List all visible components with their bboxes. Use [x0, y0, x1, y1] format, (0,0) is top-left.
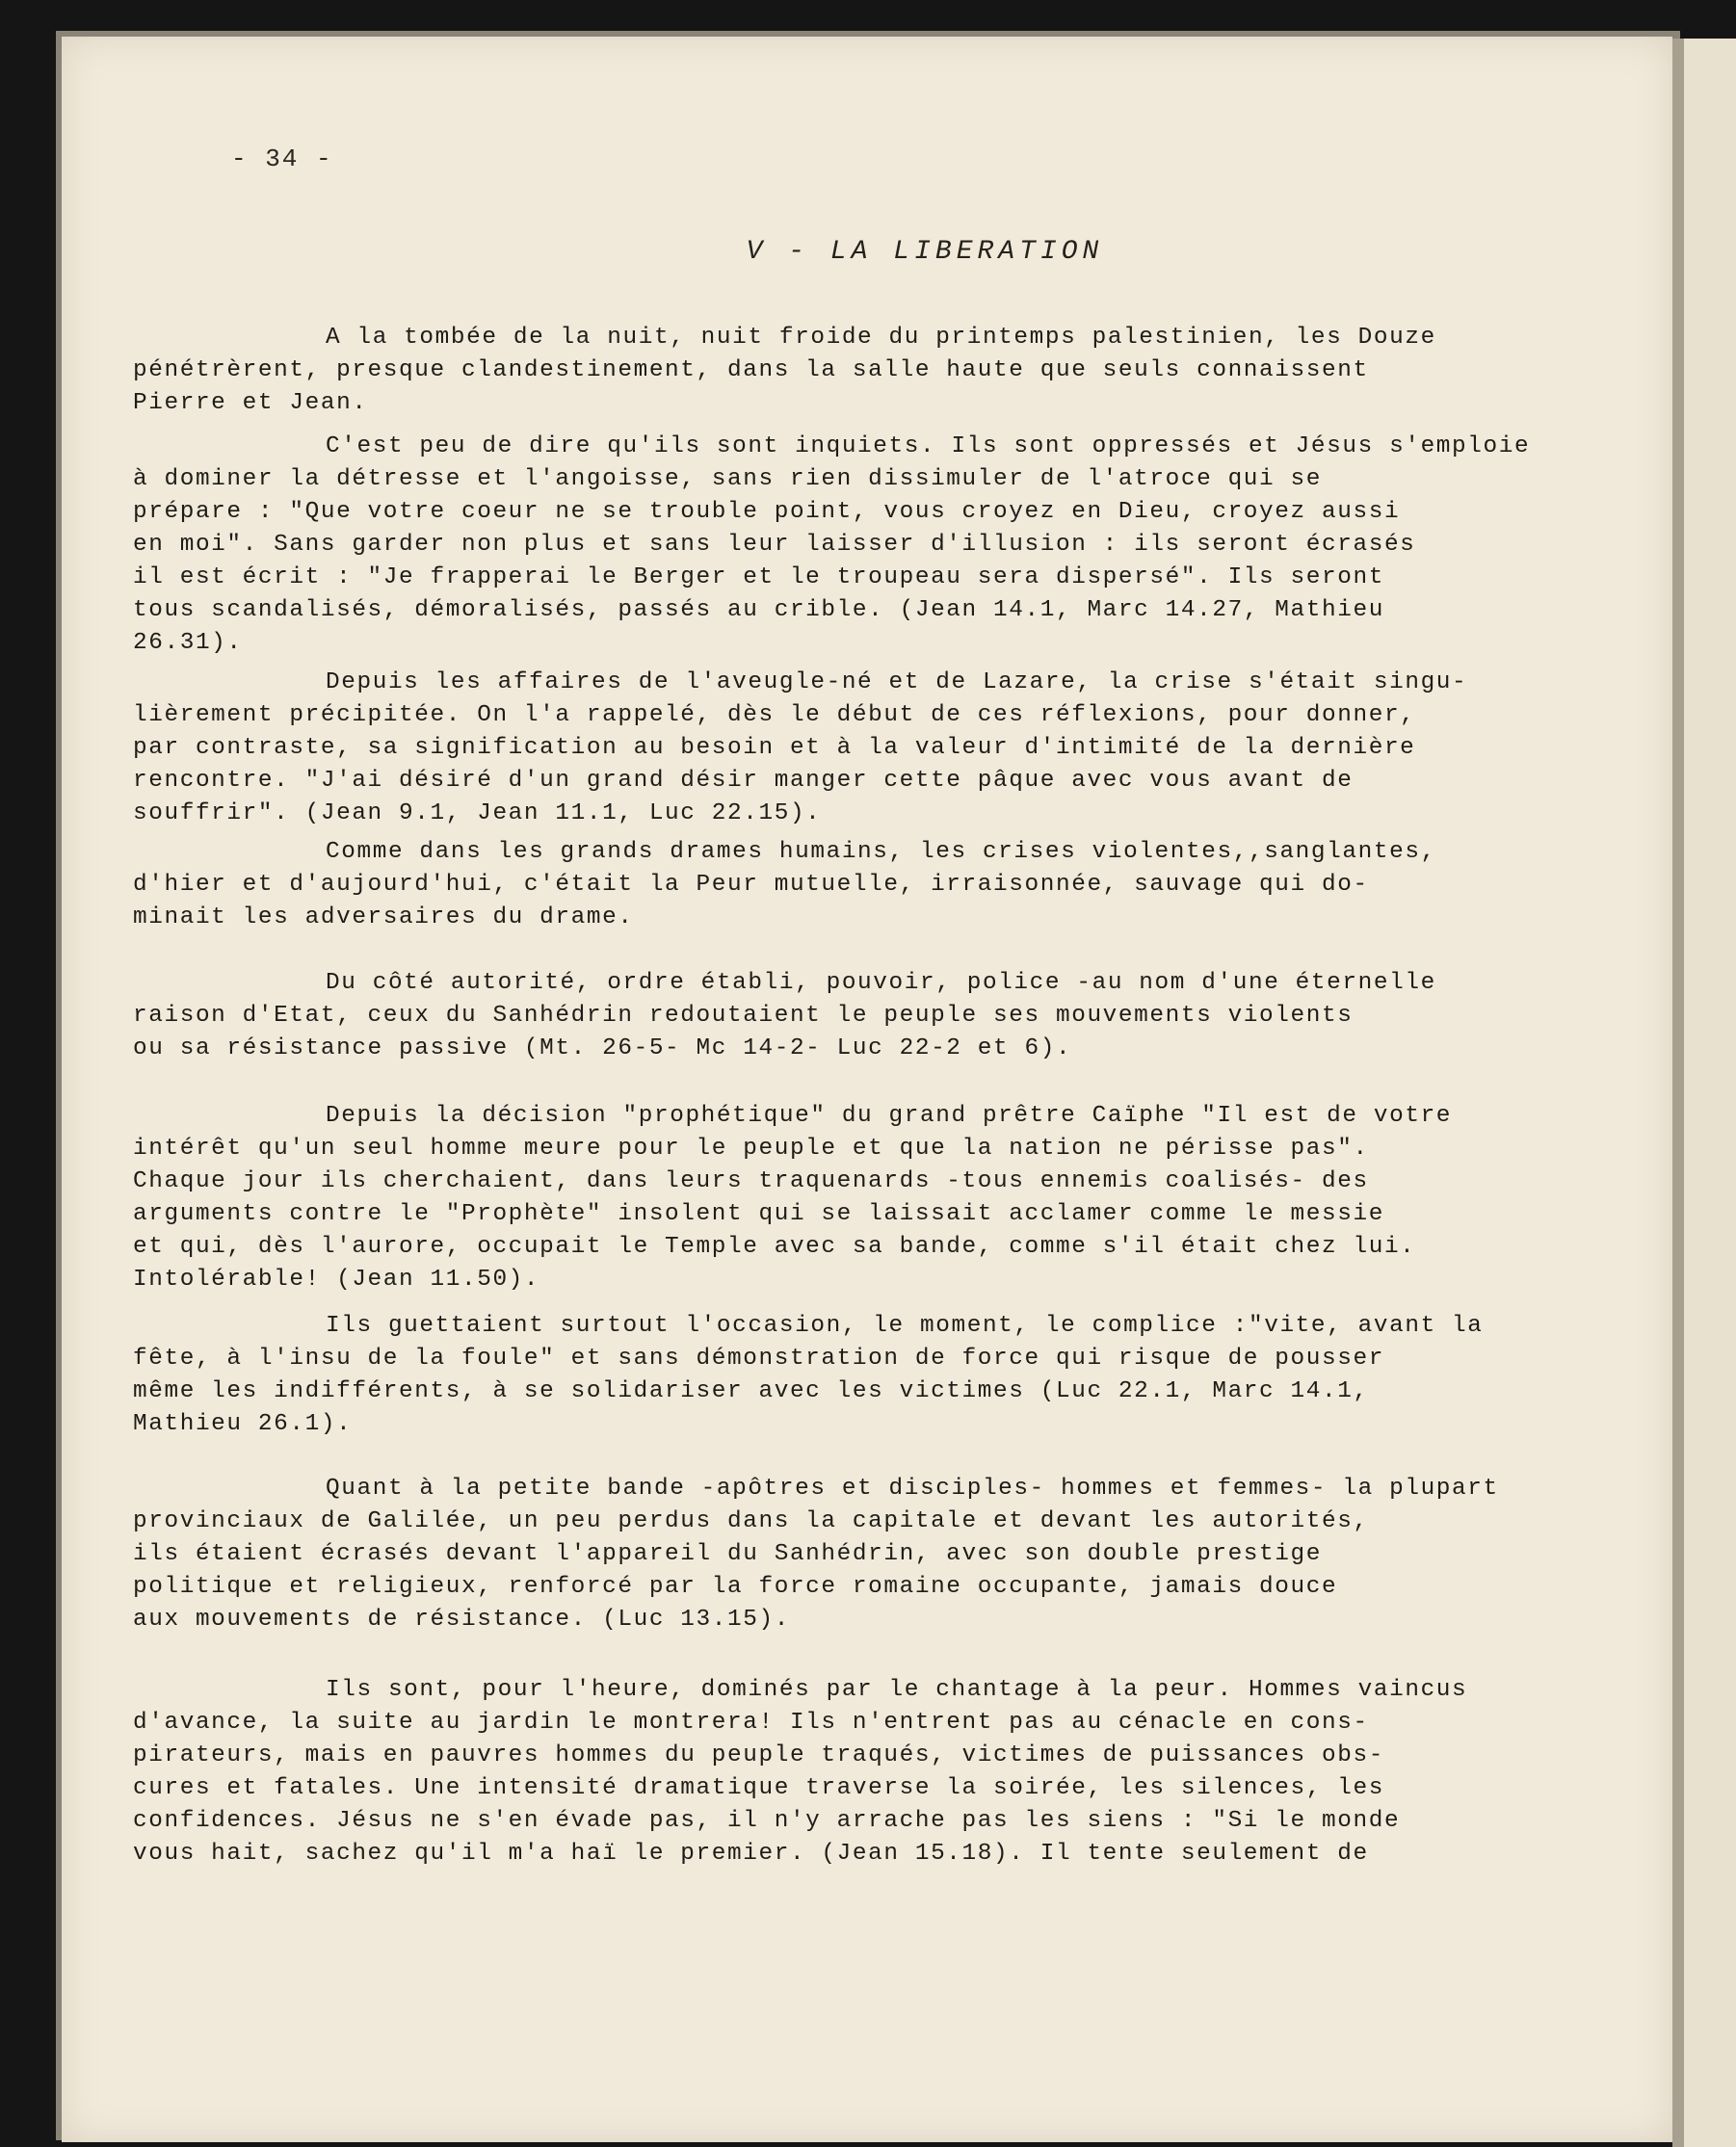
text-line: il est écrit : "Je frapperai le Berger et le troupeau sera dispersé". Ils seront [133, 564, 1384, 590]
paragraph [133, 1100, 1588, 1296]
text-line: Ils guettaient surtout l'occasion, le moment, le complice :"vite, avant la [326, 1313, 1484, 1339]
text-line: confidences. Jésus ne s'en évade pas, il n'y arrache pas les siens : "Si le monde [133, 1808, 1401, 1834]
paragraph [133, 967, 1588, 1065]
text-line: à dominer la détresse et l'angoisse, sans rien dissimuler de l'atroce qui se [133, 466, 1322, 492]
text-line: Quant à la petite bande -apôtres et disciples- hommes et femmes- la plupart [326, 1476, 1499, 1502]
text-line: même les indifférents, à se solidariser avec les victimes (Luc 22.1, Marc 14.1, [133, 1378, 1369, 1404]
text-line: d'avance, la suite au jardin le montrera! Ils n'entrent pas au cénacle en cons- [133, 1710, 1369, 1736]
text-line: rencontre. "J'ai désiré d'un grand désir manger cette pâque avec vous avant de [133, 768, 1354, 794]
text-line: vous hait, sachez qu'il m'a haï le premier. (Jean 15.18). Il tente seulement de [133, 1841, 1369, 1867]
text-line: arguments contre le "Prophète" insolent qui se laissait acclamer comme le messie [133, 1201, 1384, 1227]
paragraph [133, 667, 1588, 830]
text-line: cures et fatales. Une intensité dramatique traverse la soirée, les silences, les [133, 1775, 1384, 1801]
paragraph [133, 1473, 1588, 1636]
text-line: politique et religieux, renforcé par la force romaine occupante, jamais douce [133, 1574, 1338, 1600]
text-line: Ils sont, pour l'heure, dominés par le chantage à la peur. Hommes vaincus [326, 1677, 1468, 1703]
next-page-strip [1684, 39, 1736, 2147]
paragraph [133, 1310, 1588, 1441]
text-line: tous scandalisés, démoralisés, passés au crible. (Jean 14.1, Marc 14.27, Mathieu [133, 597, 1384, 623]
text-line: prépare : "Que votre coeur ne se trouble point, vous croyez en Dieu, croyez aussi [133, 499, 1401, 525]
text-line: A la tombée de la nuit, nuit froide du printemps palestinien, les Douze [326, 325, 1436, 351]
text-line: minait les adversaires du drame. [133, 904, 634, 930]
text-line: Du côté autorité, ordre établi, pouvoir, police -au nom d'une éternelle [326, 970, 1436, 996]
text-line: aux mouvements de résistance. (Luc 13.15). [133, 1607, 790, 1633]
text-line: pirateurs, mais en pauvres hommes du peuple traqués, victimes de puissances obs- [133, 1742, 1384, 1768]
text-line: Intolérable! (Jean 11.50). [133, 1267, 540, 1293]
text-line: provinciaux de Galilée, un peu perdus dans la capitale et devant les autorités, [133, 1508, 1369, 1534]
text-line: Chaque jour ils cherchaient, dans leurs traquenards -tous ennemis coalisés- des [133, 1168, 1369, 1194]
chapter-title: V - LA LIBERATION [746, 237, 1104, 267]
text-line: intérêt qu'un seul homme meure pour le peuple et que la nation ne périsse pas". [133, 1136, 1369, 1162]
text-line: pénétrèrent, presque clandestinement, dans la salle haute que seuls connaissent [133, 357, 1369, 383]
text-line: C'est peu de dire qu'ils sont inquiets. Ils sont oppressés et Jésus s'emploie [326, 433, 1531, 459]
text-line: Depuis les affaires de l'aveugle-né et de Lazare, la crise s'était singu- [326, 669, 1468, 695]
text-line: Mathieu 26.1). [133, 1411, 353, 1437]
text-line: ils étaient écrasés devant l'appareil du Sanhédrin, avec son double prestige [133, 1541, 1322, 1567]
text-line: fête, à l'insu de la foule" et sans démonstration de force qui risque de pousser [133, 1346, 1384, 1372]
text-line: Depuis la décision "prophétique" du grand prêtre Caïphe "Il est de votre [326, 1103, 1453, 1129]
text-line: par contraste, sa signification au besoin et à la valeur d'intimité de la dernière [133, 735, 1416, 761]
text-line: lièrement précipitée. On l'a rappelé, dès le début de ces réflexions, pour donner, [133, 702, 1416, 728]
text-line: Pierre et Jean. [133, 390, 368, 416]
text-line: 26.31). [133, 630, 243, 656]
paragraph [133, 431, 1588, 660]
paragraph [133, 1674, 1588, 1871]
text-line: souffrir". (Jean 9.1, Jean 11.1, Luc 22.15). [133, 800, 822, 826]
page-number: - 34 - [231, 144, 333, 173]
paragraph [133, 836, 1588, 934]
text-line: Comme dans les grands drames humains, les crises violentes,,sanglantes, [326, 839, 1436, 865]
text-line: raison d'Etat, ceux du Sanhédrin redoutaient le peuple ses mouvements violents [133, 1003, 1354, 1029]
text-line: et qui, dès l'aurore, occupait le Temple avec sa bande, comme s'il était chez lui. [133, 1234, 1416, 1260]
next-page-edge [1672, 39, 1684, 2147]
text-line: en moi". Sans garder non plus et sans leur laisser d'illusion : ils seront écrasés [133, 532, 1416, 558]
text-line: ou sa résistance passive (Mt. 26-5- Mc 14-2- Luc 22-2 et 6). [133, 1035, 1072, 1061]
paragraph [133, 322, 1588, 420]
text-line: d'hier et d'aujourd'hui, c'était la Peur mutuelle, irraisonnée, sauvage qui do- [133, 872, 1369, 898]
